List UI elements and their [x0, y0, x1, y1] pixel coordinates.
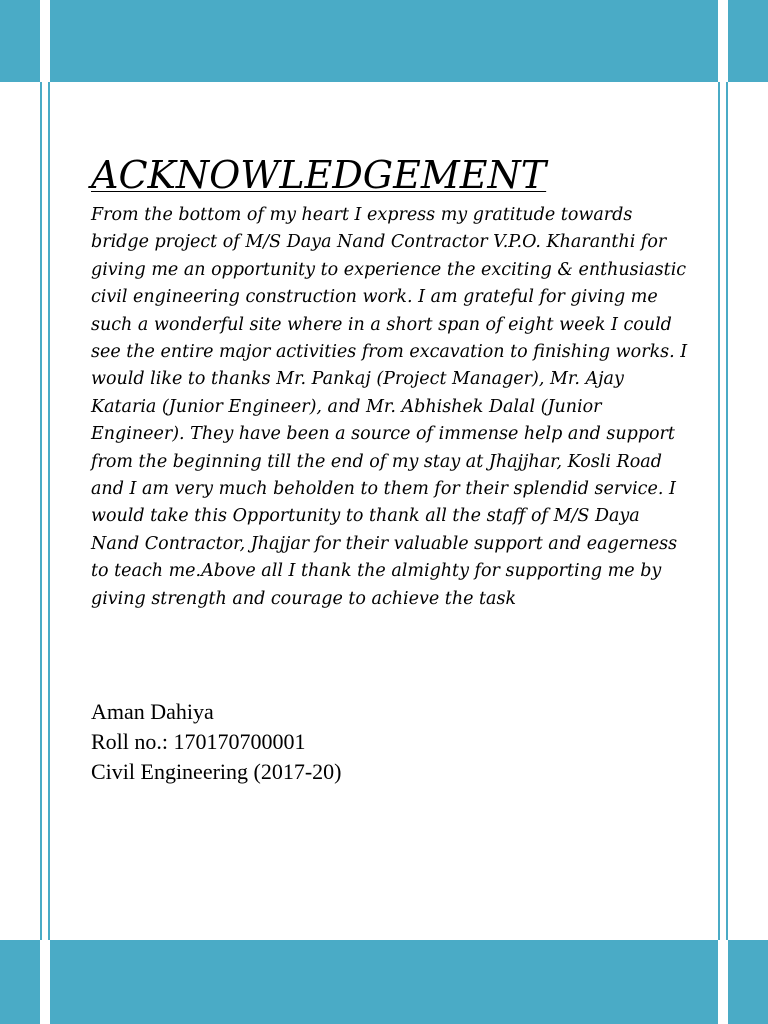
right-outer-border-line: [726, 82, 728, 940]
author-name: Aman Dahiya: [91, 699, 214, 724]
signature-block: [91, 697, 342, 787]
top-center-border-band: [50, 0, 718, 82]
top-left-border-band: [0, 0, 40, 82]
acknowledgement-section: [91, 150, 691, 613]
roll-number: Roll no.: 170170700001: [91, 729, 306, 754]
left-outer-border-line: [40, 82, 42, 940]
bottom-left-border-band: [0, 940, 40, 1024]
left-inner-border-line: [48, 82, 50, 940]
page-title: ACKNOWLEDGEMENT: [91, 153, 547, 197]
right-inner-border-line: [718, 82, 720, 940]
bottom-right-border-band: [728, 940, 768, 1024]
acknowledgement-paragraph: From the bottom of my heart I express my gratitude towards bridge project of M/S Daya Nand Contractor V.P.O. Kharanthi for giving me an opportunity to experience the exciting & enthusiastic civil engineering construction work. I am grateful for giving me such a wonderful site where in a short span of eight week I could see the entire major activities from excavation to finishing works. I would like to thanks Mr. Pankaj (Project Manager), Mr. Ajay Kataria (Junior Engineer), and Mr. Abhishek Dalal (Junior Engineer). They have been a source of immense help and support from the beginning till the end of my stay at Jhajjhar, Kosli Road and I am very much beholden to them for their splendid service. I would take this Opportunity to thank all the staff of M/S Daya Nand Contractor, Jhajjar for their valuable support and eagerness to teach me.Above all I thank the almighty for supporting me by giving strength and courage to achieve the task: [91, 205, 688, 609]
top-right-border-band: [728, 0, 768, 82]
department: Civil Engineering (2017-20): [91, 759, 342, 784]
bottom-center-border-band: [50, 940, 718, 1024]
